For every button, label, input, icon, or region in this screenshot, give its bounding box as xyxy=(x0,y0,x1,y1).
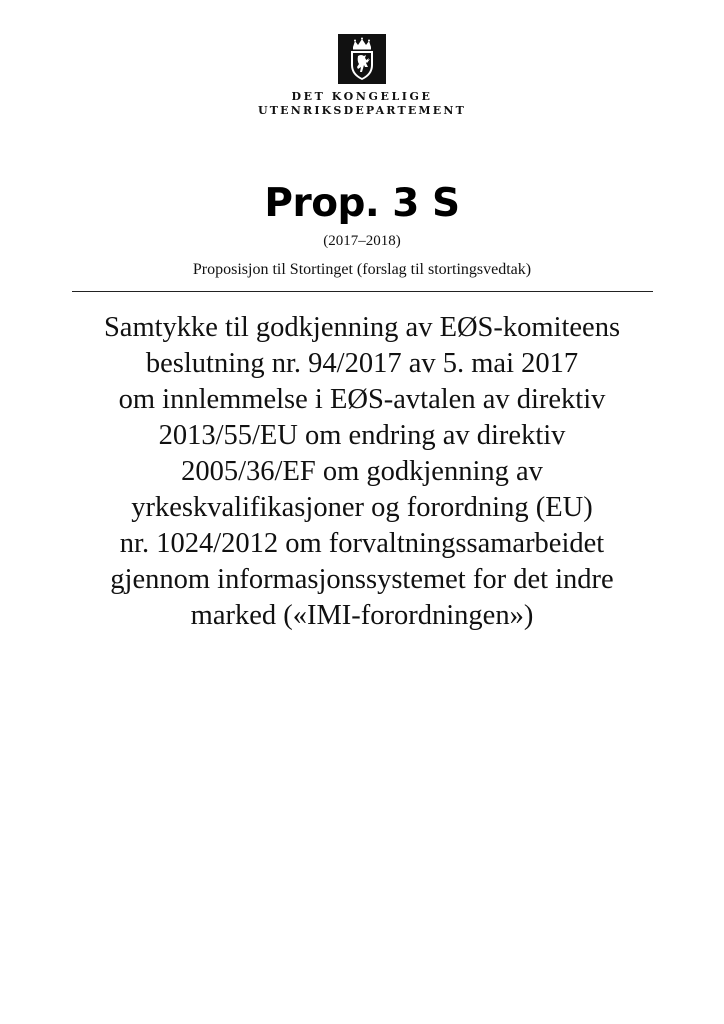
heading-line: marked («IMI-forordningen») xyxy=(190,600,534,631)
proposition-heading xyxy=(40,310,684,634)
heading-line: Samtykke til godkjenning av EØS-komiteens xyxy=(103,312,621,343)
heading-line: 2005/36/EF om godkjenning av xyxy=(181,456,543,487)
proposition-title: Prop. 3 S xyxy=(264,181,460,226)
heading-line: yrkeskvalifikasjoner og forordning (EU) xyxy=(131,492,593,523)
session-years: (2017–2018) xyxy=(323,233,401,249)
heading-line: beslutning nr. 94/2017 av 5. mai 2017 xyxy=(145,348,579,379)
coat-of-arms-icon xyxy=(338,34,386,84)
heading-line: gjennom informasjonssystemet for det indre xyxy=(110,564,614,595)
proposition-subtitle: Proposisjon til Stortinget (forslag til stortingsvedtak) xyxy=(192,261,532,278)
ministry-name-line1: DET KONGELIGE xyxy=(291,90,433,103)
ministry-name-line2: UTENRIKSDEPARTEMENT xyxy=(257,104,467,117)
heading-line: 2013/55/EU om endring av direktiv xyxy=(158,420,566,451)
heading-line: nr. 1024/2012 om forvaltningssamarbeidet xyxy=(119,528,605,559)
horizontal-divider xyxy=(72,291,653,292)
heading-line: om innlemmelse i EØS-avtalen av direktiv xyxy=(118,384,606,415)
